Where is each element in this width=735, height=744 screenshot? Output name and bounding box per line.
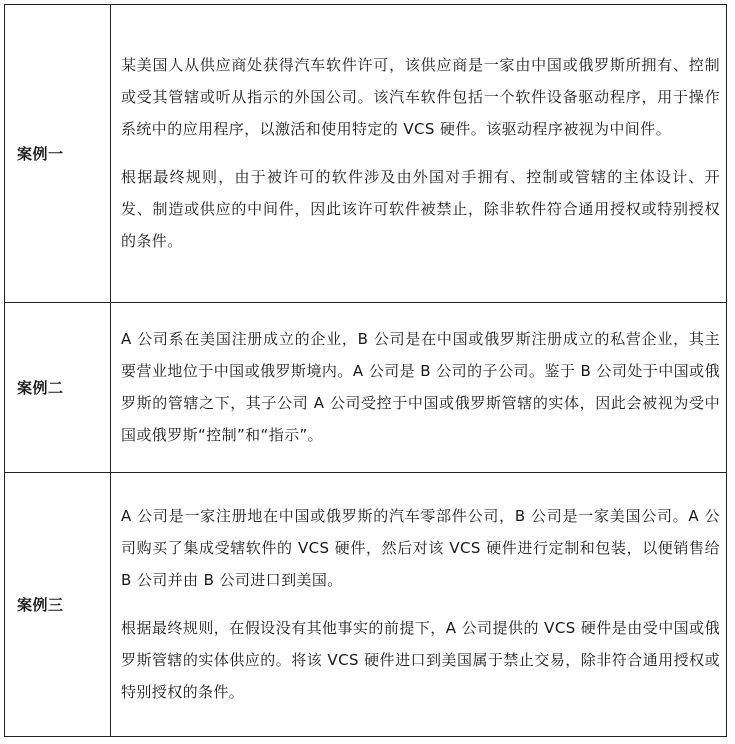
case-paragraph: A 公司系在美国注册成立的企业，B 公司是在中国或俄罗斯注册成立的私营企业，其主要营业地位于中国或俄罗斯境内。A 公司是 B 公司的子公司。鉴于 B 公司处于中国或俄罗斯的管辖之下，其子公司 A 公司受控于中国或俄罗斯管辖的实体，因此会被视为受中国或俄罗斯“控制”和“指示”。 [121,329,720,444]
case-row [5,473,727,737]
case-label: 案例二 [5,303,111,473]
case-row [5,303,727,473]
case-content [111,303,727,473]
case-paragraph: 根据最终规则，在假设没有其他事实的前提下，A 公司提供的 VCS 硬件是由受中国或俄罗斯管辖的实体供应的。将该 VCS 硬件进口到美国属于禁止交易，除非符合通用授权或特别授权的条件。 [121,618,720,701]
case-paragraph: A 公司是一家注册地在中国或俄罗斯的汽车零部件公司，B 公司是一家美国公司。A 公司购买了集成受辖软件的 VCS 硬件，然后对该 VCS 硬件进行定制和包装，以便销售给 B 公司并由 B 公司进口到美国。 [121,506,720,589]
case-row [5,5,727,303]
case-label: 案例三 [5,473,111,737]
case-label: 案例一 [5,5,111,303]
case-content [111,473,727,737]
case-table [4,4,727,737]
case-content [111,5,727,303]
case-paragraph: 某美国人从供应商处获得汽车软件许可，该供应商是一家由中国或俄罗斯所拥有、控制或受其管辖或听从指示的外国公司。该汽车软件包括一个软件设备驱动程序，用于操作系统中的应用程序，以激活和使用特定的 VCS 硬件。该驱动程序被视为中间件。 [121,55,720,138]
case-paragraph: 根据最终规则，由于被许可的软件涉及由外国对手拥有、控制或管辖的主体设计、开发、制造或供应的中间件，因此该许可软件被禁止，除非软件符合通用授权或特别授权的条件。 [121,167,720,250]
